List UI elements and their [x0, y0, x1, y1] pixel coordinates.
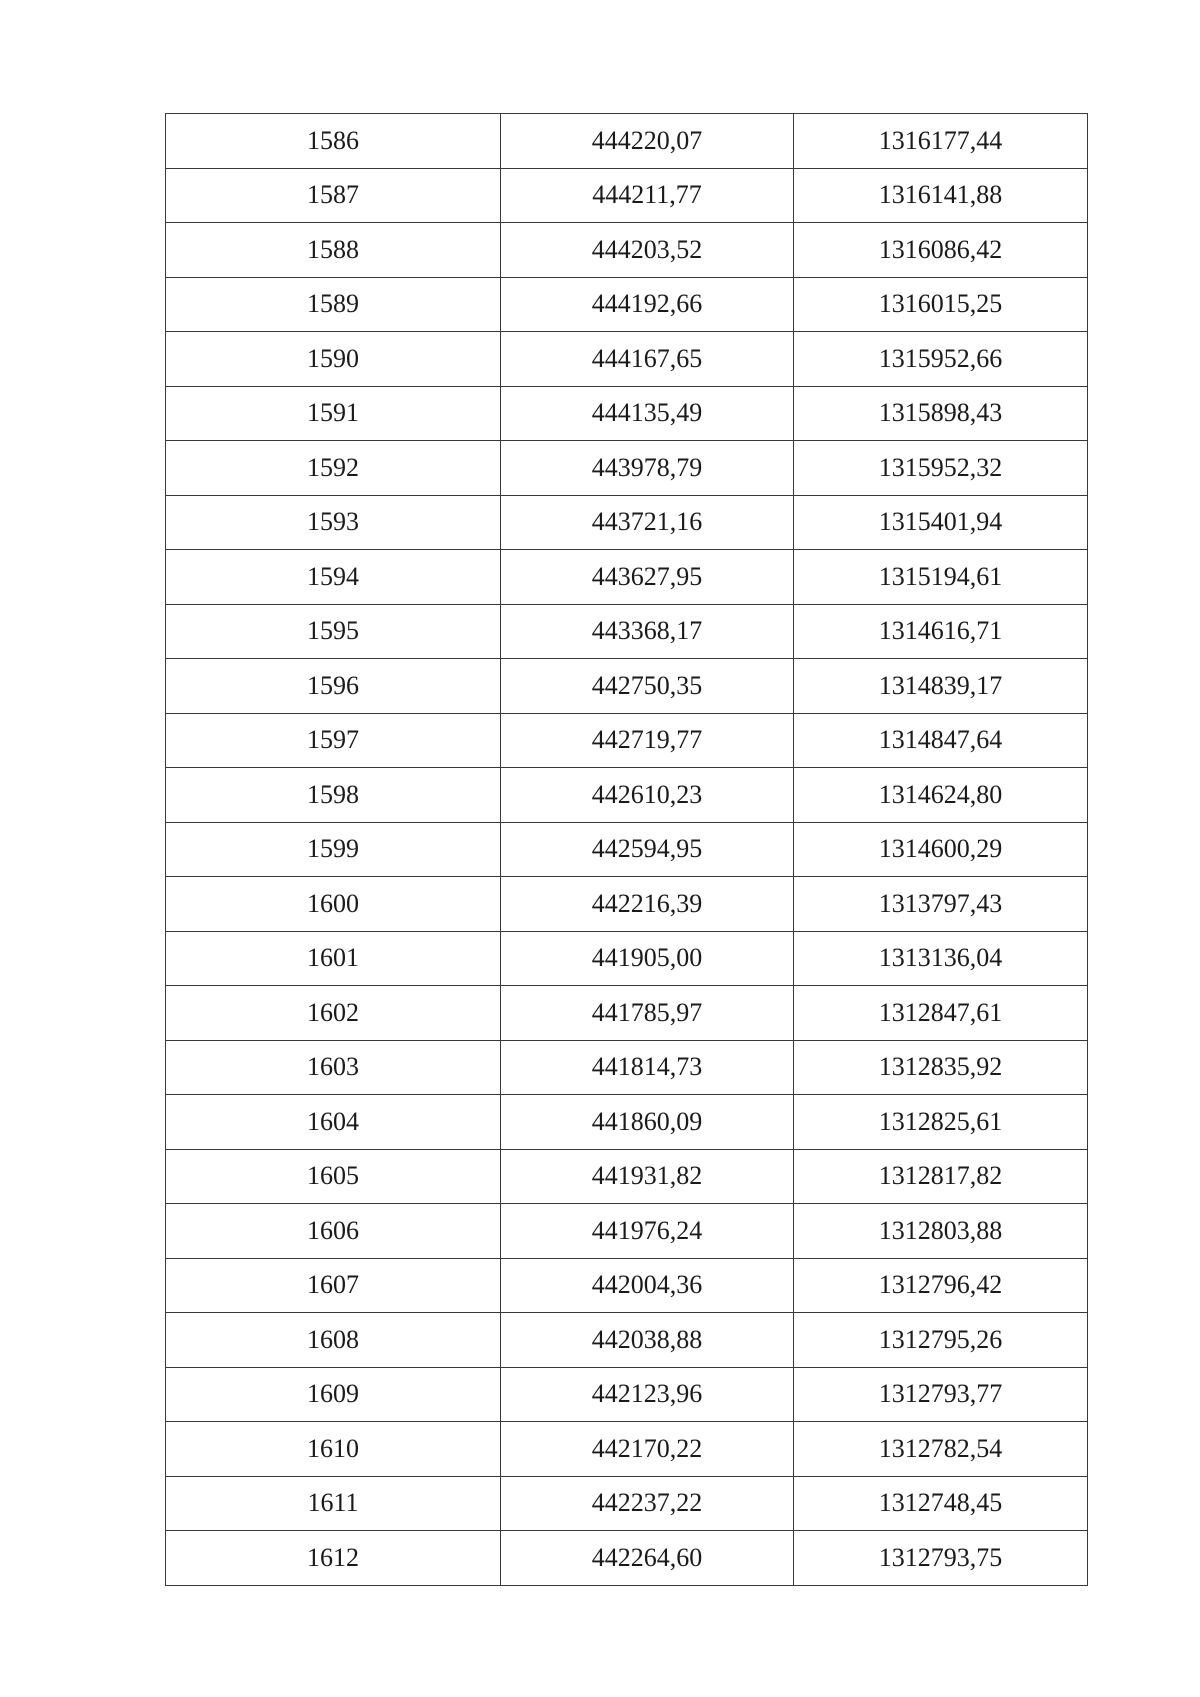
first-coordinate-cell: 444167,65	[501, 332, 794, 387]
second-coordinate-cell: 1314624,80	[794, 768, 1088, 823]
second-coordinate-cell: 1314839,17	[794, 659, 1088, 714]
point-number-cell: 1612	[166, 1531, 501, 1586]
table-row	[166, 223, 1088, 278]
point-number-cell: 1588	[166, 223, 501, 278]
second-coordinate-cell: 1315401,94	[794, 495, 1088, 550]
point-number-cell: 1598	[166, 768, 501, 823]
coordinate-table	[165, 113, 1088, 1586]
second-coordinate-cell: 1312803,88	[794, 1204, 1088, 1259]
point-number-cell: 1610	[166, 1422, 501, 1477]
point-number-cell: 1608	[166, 1313, 501, 1368]
second-coordinate-cell: 1314847,64	[794, 713, 1088, 768]
table-row	[166, 931, 1088, 986]
first-coordinate-cell: 441905,00	[501, 931, 794, 986]
first-coordinate-cell: 444203,52	[501, 223, 794, 278]
table-row	[166, 1258, 1088, 1313]
second-coordinate-cell: 1312847,61	[794, 986, 1088, 1041]
table-row	[166, 1313, 1088, 1368]
first-coordinate-cell: 442216,39	[501, 877, 794, 932]
first-coordinate-cell: 442594,95	[501, 822, 794, 877]
first-coordinate-cell: 442170,22	[501, 1422, 794, 1477]
table-row	[166, 1095, 1088, 1150]
table-row	[166, 1476, 1088, 1531]
point-number-cell: 1596	[166, 659, 501, 714]
second-coordinate-cell: 1316141,88	[794, 168, 1088, 223]
second-coordinate-cell: 1316177,44	[794, 114, 1088, 169]
point-number-cell: 1593	[166, 495, 501, 550]
second-coordinate-cell: 1312796,42	[794, 1258, 1088, 1313]
first-coordinate-cell: 442264,60	[501, 1531, 794, 1586]
point-number-cell: 1595	[166, 604, 501, 659]
point-number-cell: 1611	[166, 1476, 501, 1531]
first-coordinate-cell: 444135,49	[501, 386, 794, 441]
second-coordinate-cell: 1315194,61	[794, 550, 1088, 605]
table-row	[166, 114, 1088, 169]
second-coordinate-cell: 1312817,82	[794, 1149, 1088, 1204]
point-number-cell: 1590	[166, 332, 501, 387]
first-coordinate-cell: 442004,36	[501, 1258, 794, 1313]
second-coordinate-cell: 1314600,29	[794, 822, 1088, 877]
first-coordinate-cell: 443627,95	[501, 550, 794, 605]
second-coordinate-cell: 1314616,71	[794, 604, 1088, 659]
second-coordinate-cell: 1312835,92	[794, 1040, 1088, 1095]
second-coordinate-cell: 1312825,61	[794, 1095, 1088, 1150]
table-row	[166, 1367, 1088, 1422]
point-number-cell: 1605	[166, 1149, 501, 1204]
point-number-cell: 1592	[166, 441, 501, 496]
second-coordinate-cell: 1315952,66	[794, 332, 1088, 387]
first-coordinate-cell: 442719,77	[501, 713, 794, 768]
point-number-cell: 1607	[166, 1258, 501, 1313]
first-coordinate-cell: 442038,88	[501, 1313, 794, 1368]
second-coordinate-cell: 1312748,45	[794, 1476, 1088, 1531]
first-coordinate-cell: 444211,77	[501, 168, 794, 223]
first-coordinate-cell: 441785,97	[501, 986, 794, 1041]
second-coordinate-cell: 1315898,43	[794, 386, 1088, 441]
second-coordinate-cell: 1316015,25	[794, 277, 1088, 332]
first-coordinate-cell: 442750,35	[501, 659, 794, 714]
table-row	[166, 1422, 1088, 1477]
second-coordinate-cell: 1315952,32	[794, 441, 1088, 496]
table-row	[166, 550, 1088, 605]
table-row	[166, 386, 1088, 441]
table-row	[166, 495, 1088, 550]
table-row	[166, 1204, 1088, 1259]
second-coordinate-cell: 1313797,43	[794, 877, 1088, 932]
point-number-cell: 1606	[166, 1204, 501, 1259]
first-coordinate-cell: 442610,23	[501, 768, 794, 823]
point-number-cell: 1609	[166, 1367, 501, 1422]
point-number-cell: 1591	[166, 386, 501, 441]
first-coordinate-cell: 444192,66	[501, 277, 794, 332]
table-row	[166, 768, 1088, 823]
table-row	[166, 822, 1088, 877]
first-coordinate-cell: 442123,96	[501, 1367, 794, 1422]
coordinate-table-body	[166, 114, 1088, 1586]
first-coordinate-cell: 443721,16	[501, 495, 794, 550]
table-row	[166, 1149, 1088, 1204]
point-number-cell: 1587	[166, 168, 501, 223]
point-number-cell: 1594	[166, 550, 501, 605]
first-coordinate-cell: 441860,09	[501, 1095, 794, 1150]
second-coordinate-cell: 1312793,75	[794, 1531, 1088, 1586]
table-row	[166, 332, 1088, 387]
second-coordinate-cell: 1312782,54	[794, 1422, 1088, 1477]
point-number-cell: 1599	[166, 822, 501, 877]
first-coordinate-cell: 444220,07	[501, 114, 794, 169]
first-coordinate-cell: 443978,79	[501, 441, 794, 496]
point-number-cell: 1601	[166, 931, 501, 986]
point-number-cell: 1603	[166, 1040, 501, 1095]
table-row	[166, 277, 1088, 332]
first-coordinate-cell: 441976,24	[501, 1204, 794, 1259]
table-row	[166, 713, 1088, 768]
point-number-cell: 1602	[166, 986, 501, 1041]
table-row	[166, 877, 1088, 932]
first-coordinate-cell: 441931,82	[501, 1149, 794, 1204]
table-row	[166, 659, 1088, 714]
table-row	[166, 168, 1088, 223]
point-number-cell: 1589	[166, 277, 501, 332]
table-row	[166, 441, 1088, 496]
table-row	[166, 604, 1088, 659]
table-row	[166, 1531, 1088, 1586]
first-coordinate-cell: 442237,22	[501, 1476, 794, 1531]
point-number-cell: 1604	[166, 1095, 501, 1150]
second-coordinate-cell: 1313136,04	[794, 931, 1088, 986]
first-coordinate-cell: 443368,17	[501, 604, 794, 659]
second-coordinate-cell: 1316086,42	[794, 223, 1088, 278]
point-number-cell: 1586	[166, 114, 501, 169]
first-coordinate-cell: 441814,73	[501, 1040, 794, 1095]
point-number-cell: 1597	[166, 713, 501, 768]
second-coordinate-cell: 1312795,26	[794, 1313, 1088, 1368]
second-coordinate-cell: 1312793,77	[794, 1367, 1088, 1422]
table-row	[166, 986, 1088, 1041]
table-row	[166, 1040, 1088, 1095]
point-number-cell: 1600	[166, 877, 501, 932]
